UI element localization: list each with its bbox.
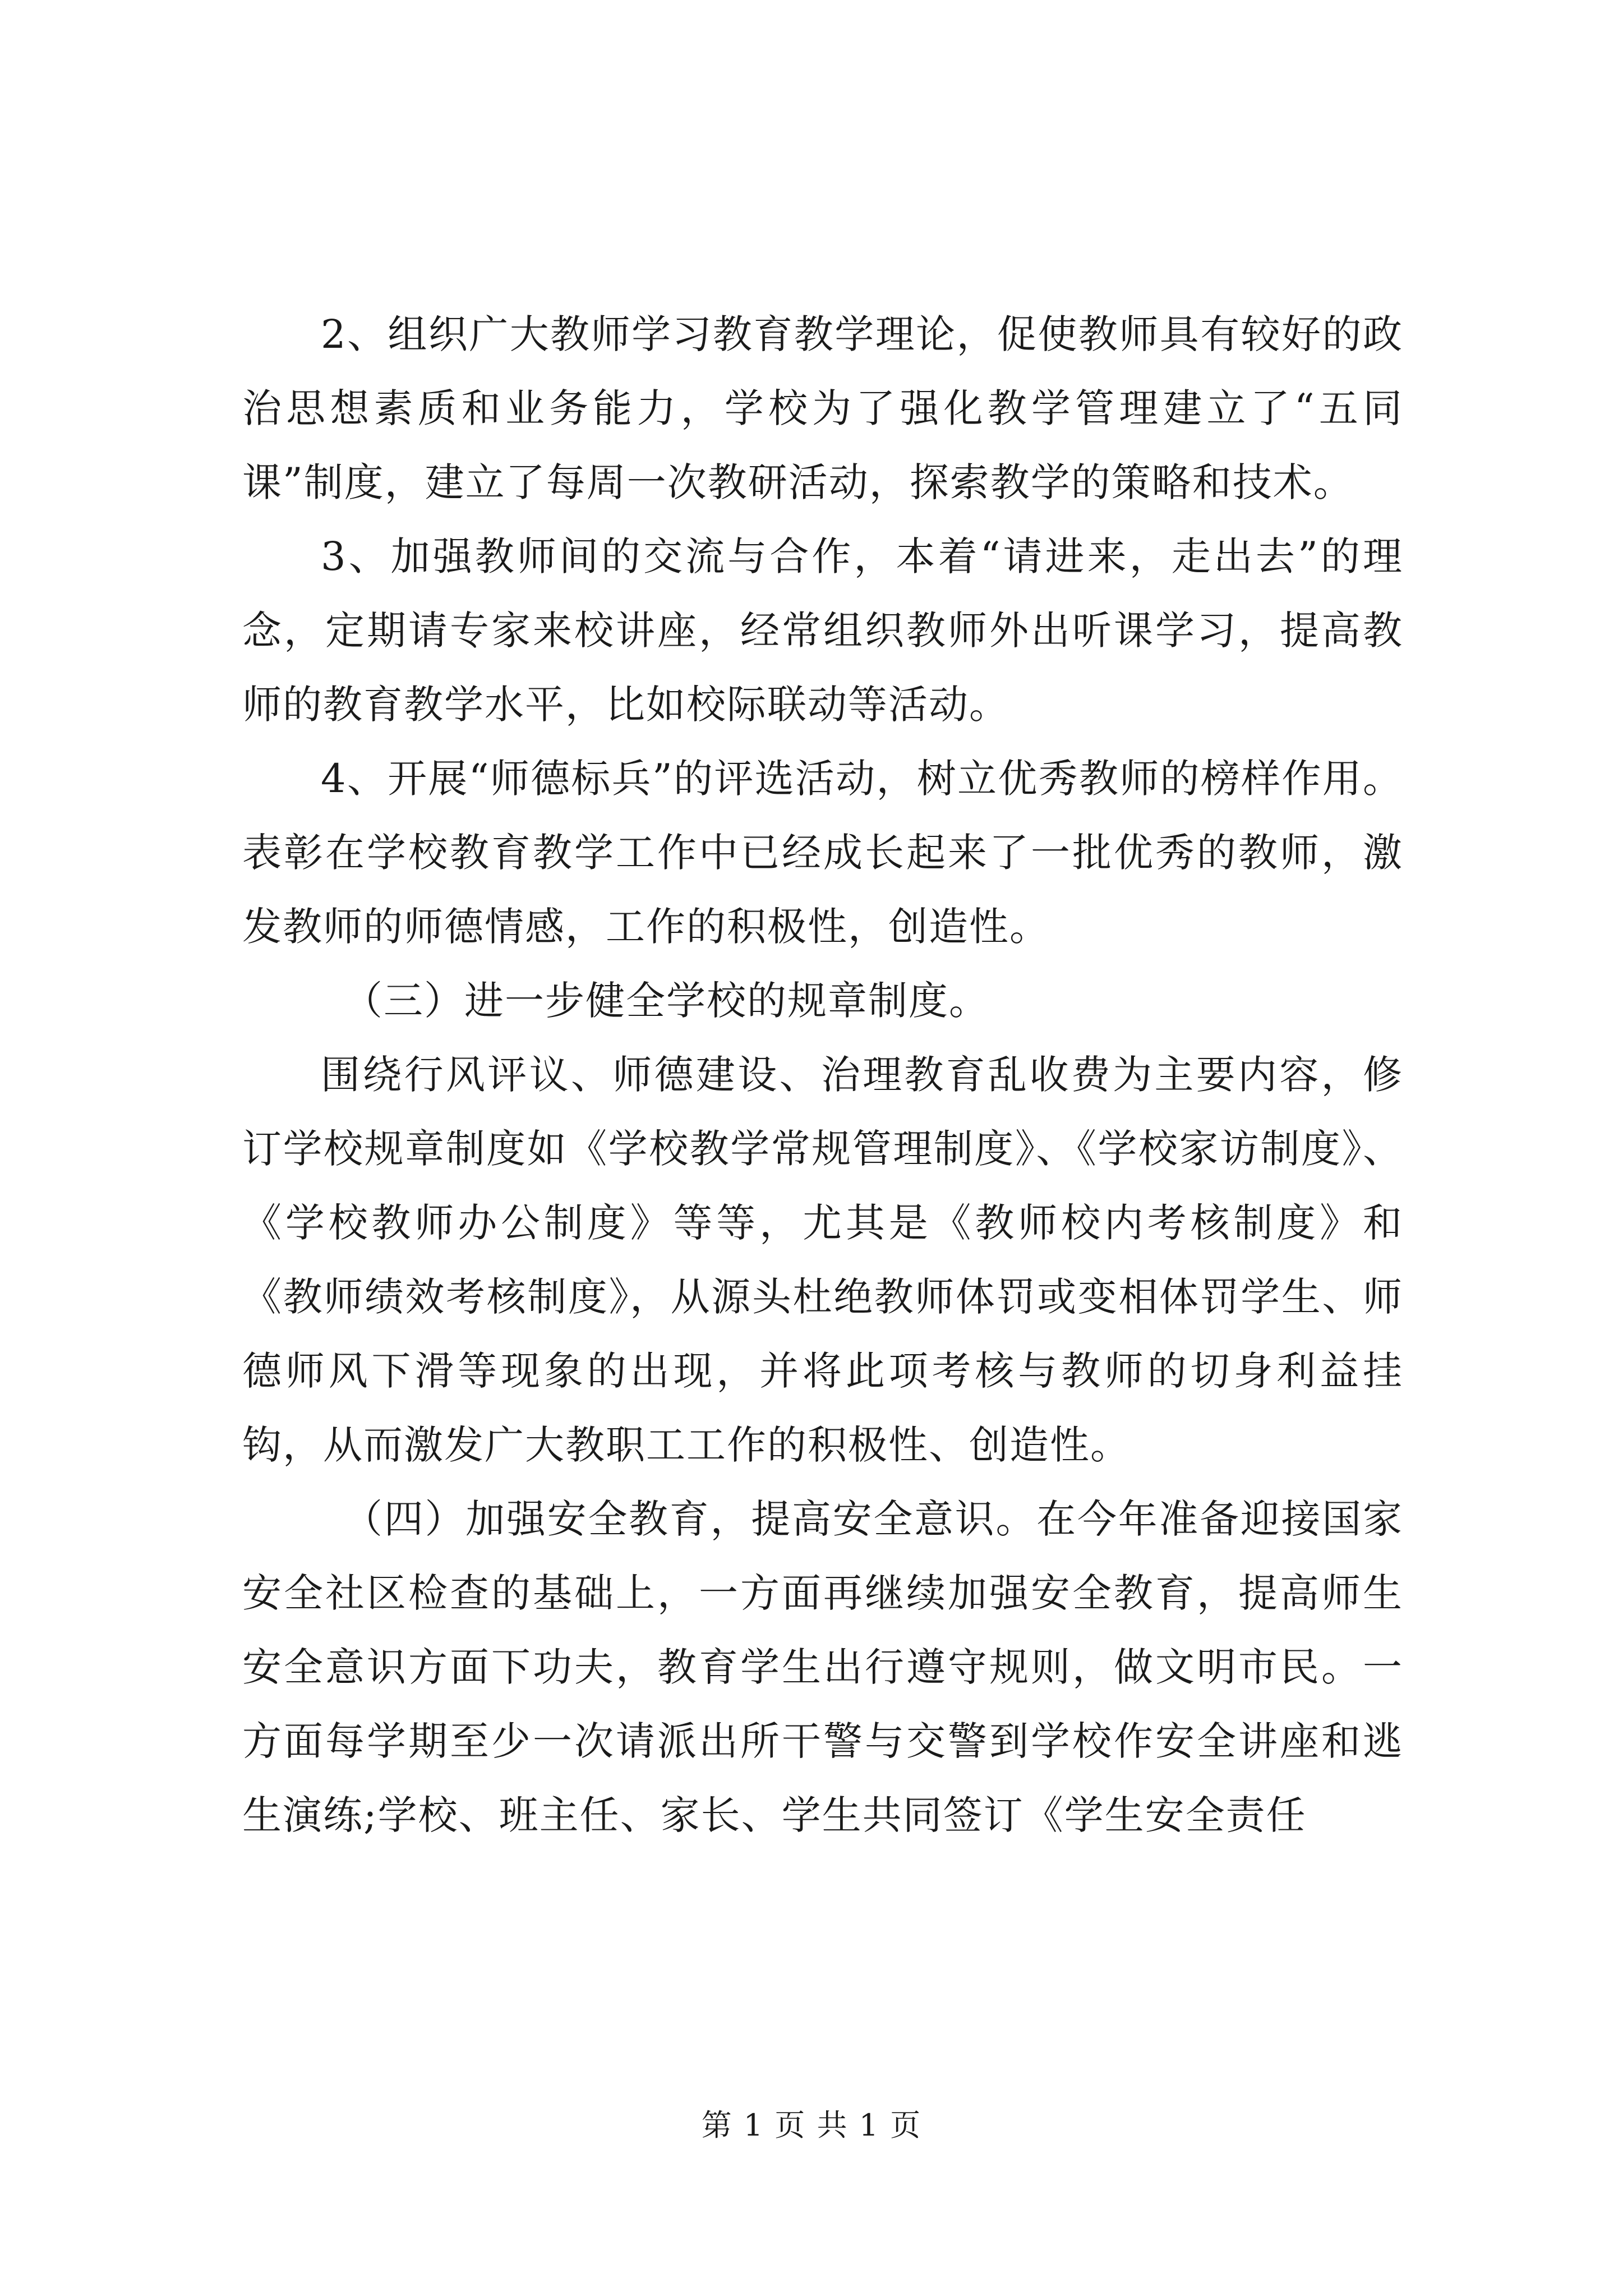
paragraph-item-3: 3、加强教师间的交流与合作，本着“请进来，走出去”的理念，定期请专家来校讲座，经常组织教师外出听课学习，提高教师的教育教学水平，比如校际联动等活动。 [242,533,1403,728]
paragraph-item-4: 4、开展“师德标兵”的评选活动，树立优秀教师的榜样作用。表彰在学校教育教学工作中已经成长起来了一批优秀的教师，激发教师的师德情感，工作的积极性，创造性。 [242,756,1403,950]
page-footer: 第 1 页 共 1 页 [701,2108,922,2143]
paragraph-regulations: 围绕行风评议、师德建设、治理教育乱收费为主要内容，修订学校规章制度如《学校教学常规管理制度》、《学校家访制度》、《学校教师办公制度》等等，尤其是《教师校内考核制度》和《教师绩效考核制度》，从源头杜绝教师体罚或变相体罚学生、师德师风下滑等现象的出现，并将此项考核与教师的切身利益挂钩，从而激发广大教职工工作的积极性、创造性。 [242,1052,1403,1468]
document-body [242,297,1403,1852]
paragraph-item-2: 2、组织广大教师学习教育教学理论，促使教师具有较好的政治思想素质和业务能力，学校为了强化教学管理建立了“五同课”制度，建立了每周一次教研活动，探索教学的策略和技术。 [242,311,1403,505]
section-heading-3: （三）进一步健全学校的规章制度。 [343,978,989,1024]
paragraph-safety: （四）加强安全教育，提高安全意识。在今年准备迎接国家安全社区检查的基础上，一方面再继续加强安全教育，提高师生安全意识方面下功夫，教育学生出行遵守规则，做文明市民。一方面每学期至少一次请派出所干警与交警到学校作安全讲座和逃生演练;学校、班主任、家长、学生共同签订《学生安全责任 [242,1496,1403,1838]
